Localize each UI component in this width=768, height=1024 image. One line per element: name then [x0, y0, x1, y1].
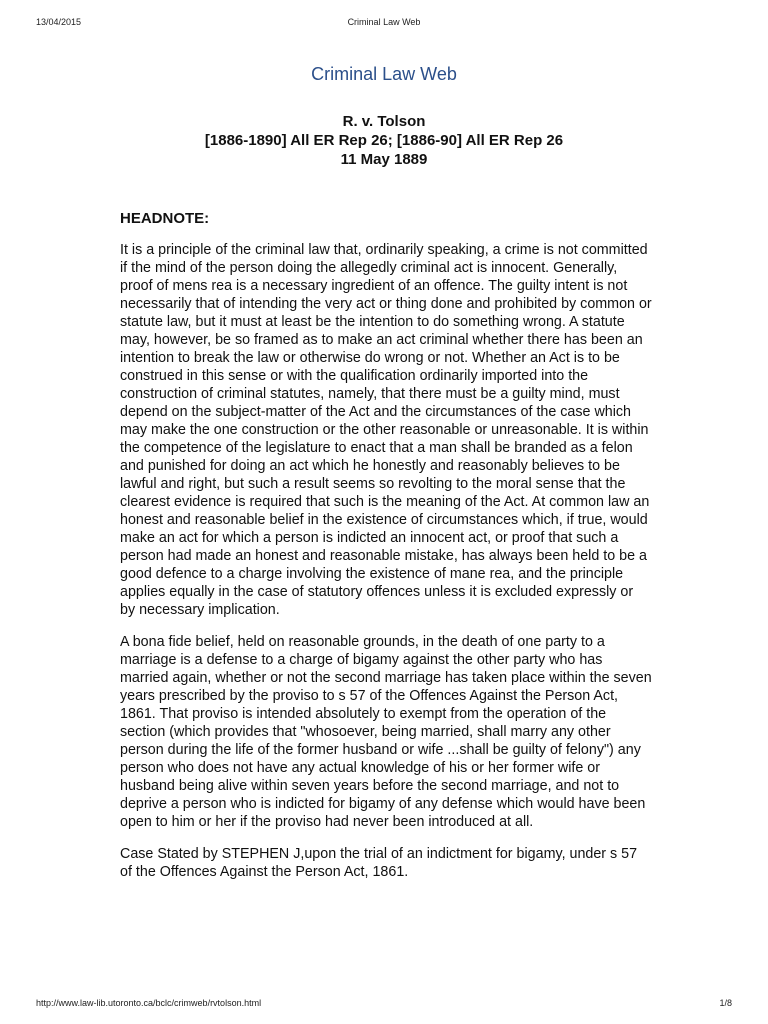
paragraph-bigamy-defence: A bona fide belief, held on reasonable grounds, in the death of one party to a marriage is a defense to a charge of bigamy against the other party who has married again, whether or not the second marriage has taken place within the seven years prescribed by the proviso to s 57 of the Offences Against the Person Act, 1861. That proviso is intended absolutely to exempt from the operation of the section (which provides that "whosoever, being married, shall marry any other person during the life of the former husband or wife ...shall be guilty of felony") any person who does not have any actual knowledge of his or her former wife or husband being alive within seven years before the second marriage, and not to deprive a person who is indicted for bigamy of any defense which would have been open to him or her if the proviso had never been introduced at all.: [120, 634, 652, 830]
paragraph-case-stated: Case Stated by STEPHEN J,upon the trial of an indictment for bigamy, under s 57 of the Offences Against the Person Act, 1861.: [120, 846, 638, 880]
case-heading: [0, 112, 768, 169]
document-body: [120, 210, 652, 895]
print-date: 13/04/2015: [36, 17, 82, 27]
page-number: 1/8: [719, 998, 732, 1008]
print-page-title: Criminal Law Web: [347, 17, 421, 27]
case-date: 11 May 1889: [340, 151, 428, 168]
case-citation: [1886-1890] All ER Rep 26; [1886-90] All ER Rep 26: [204, 132, 564, 149]
case-name: R. v. Tolson: [342, 113, 426, 130]
print-footer: [36, 998, 732, 1012]
paragraph-mens-rea: It is a principle of the criminal law that, ordinarily speaking, a crime is not committed if the mind of the person doing the allegedly criminal act is innocent. Generally, proof of mens rea is a necessary ingredient of an offence. The guilty intent is not necessarily that of intending the very act or thing done and prohibited by common or statute law, but it must at least be the intention to do something wrong. A statute may, however, be so framed as to make an act criminal whether there has been an intention to break the law or otherwise do wrong or not. Whether an Act is to be construed in this sense or with the qualification ordinarily imported into the construction of criminal statutes, namely, that there must be a guilty mind, must depend on the subject-matter of the Act and the circumstances of the case which may make the one construction or the other reasonable or unreasonable. It is within the competence of the legislature to enact that a man shall be branded as a felon and punished for doing an act which he honestly and reasonably believes to be lawful and right, but such a result seems so revolting to the moral sense that the clearest evidence is required that such is the meaning of the Act. At common law an honest and reasonable belief in the existence of circumstances which, if true, would make an act for which a person is indicted an innocent act, or proof that such a person had made an honest and reasonable mistake, has always been held to be a good defence to a charge involving the existence of mane rea, and the principle applies equally in the case of statutory offences unless it is excluded expressly or by necessary implication.: [120, 242, 652, 618]
print-url: http://www.law-lib.utoronto.ca/bclc/crimweb/rvtolson.html: [36, 998, 262, 1008]
site-title: Criminal Law Web: [311, 64, 457, 84]
print-header: [36, 17, 732, 31]
headnote-heading: HEADNOTE:: [120, 210, 210, 227]
